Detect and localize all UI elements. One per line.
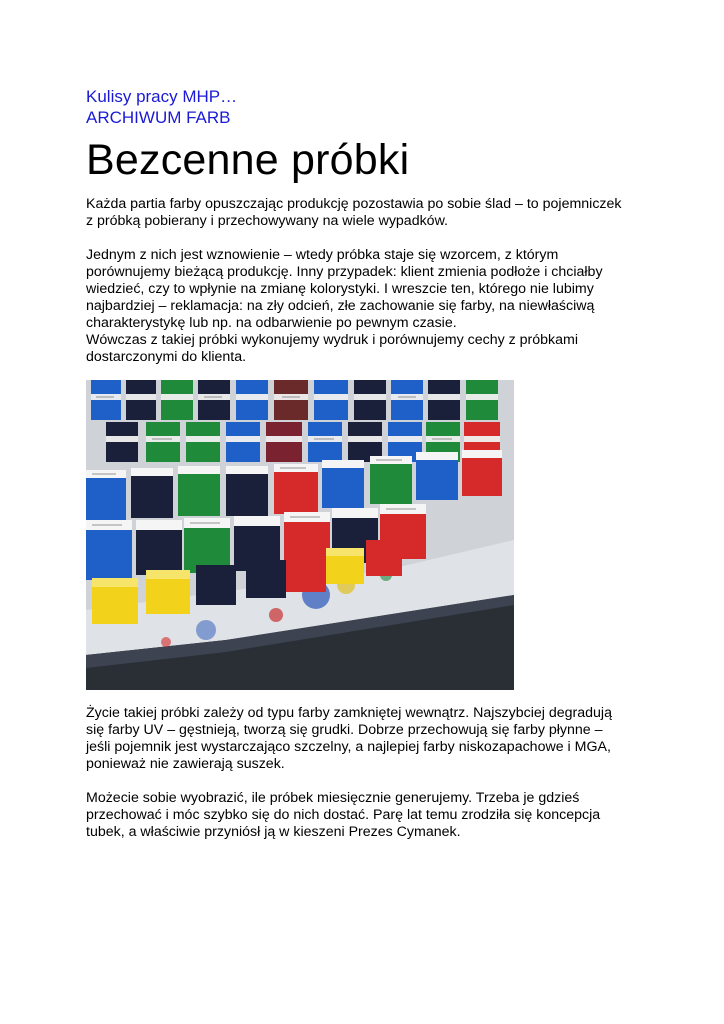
paint-samples-photo [86,380,514,690]
article-continued [86,705,646,841]
paragraph-storage: Możecie sobie wyobrazić, ile próbek miesięcznie generujemy. Trzeba je gdzieś przechować i móc szybko się do nich dostać. Parę lat temu zrodziła się koncepcja tubek, a właściwie przyniósł ją w kieszeni Prezes Cymanek. [86,790,601,840]
paragraph-lifespan: Życie takiej próbki zależy od typu farby zamkniętej wewnątrz. Najszybciej degradują się farby UV – gęstnieją, tworzą się grudki. Dobrze przechowują się farby płynne – jeśli pojemnik jest wystarczająco szczelny, a najlepiej farby niskozapachowe i MGA, ponieważ nie zawierają suszek. [86,705,612,772]
article-header [86,86,646,366]
page-title: Bezcenne próbki [86,136,410,184]
section-subkicker: ARCHIWUM FARB [86,108,231,127]
paragraph-uses: Jednym z nich jest wznowienie – wtedy próbka staje się wzorcem, z którym porównujemy bieżącą produkcję. Inny przypadek: klient zmienia podłoże i chciałby wiedzieć, czy to wpłynie na zmianę kolorystyki. I wreszcie ten, którego nie lubimy najbardziej – reklamacja: na zły odcień, złe zachowanie się farby, na niewłaściwą charakterystykę lub np. na odbarwienie po pewnym czasie. Wówczas z takiej próbki wykonujemy wydruk i porównujemy cechy z próbkami dostarczonymi do klienta. [86,247,603,365]
paragraph-intro: Każda partia farby opuszczając produkcję pozostawia po sobie ślad – to pojemniczek z próbką pobierany i przechowywany na wiele wypadków. [86,196,622,229]
section-kicker: Kulisy pracy MHP… [86,87,238,106]
